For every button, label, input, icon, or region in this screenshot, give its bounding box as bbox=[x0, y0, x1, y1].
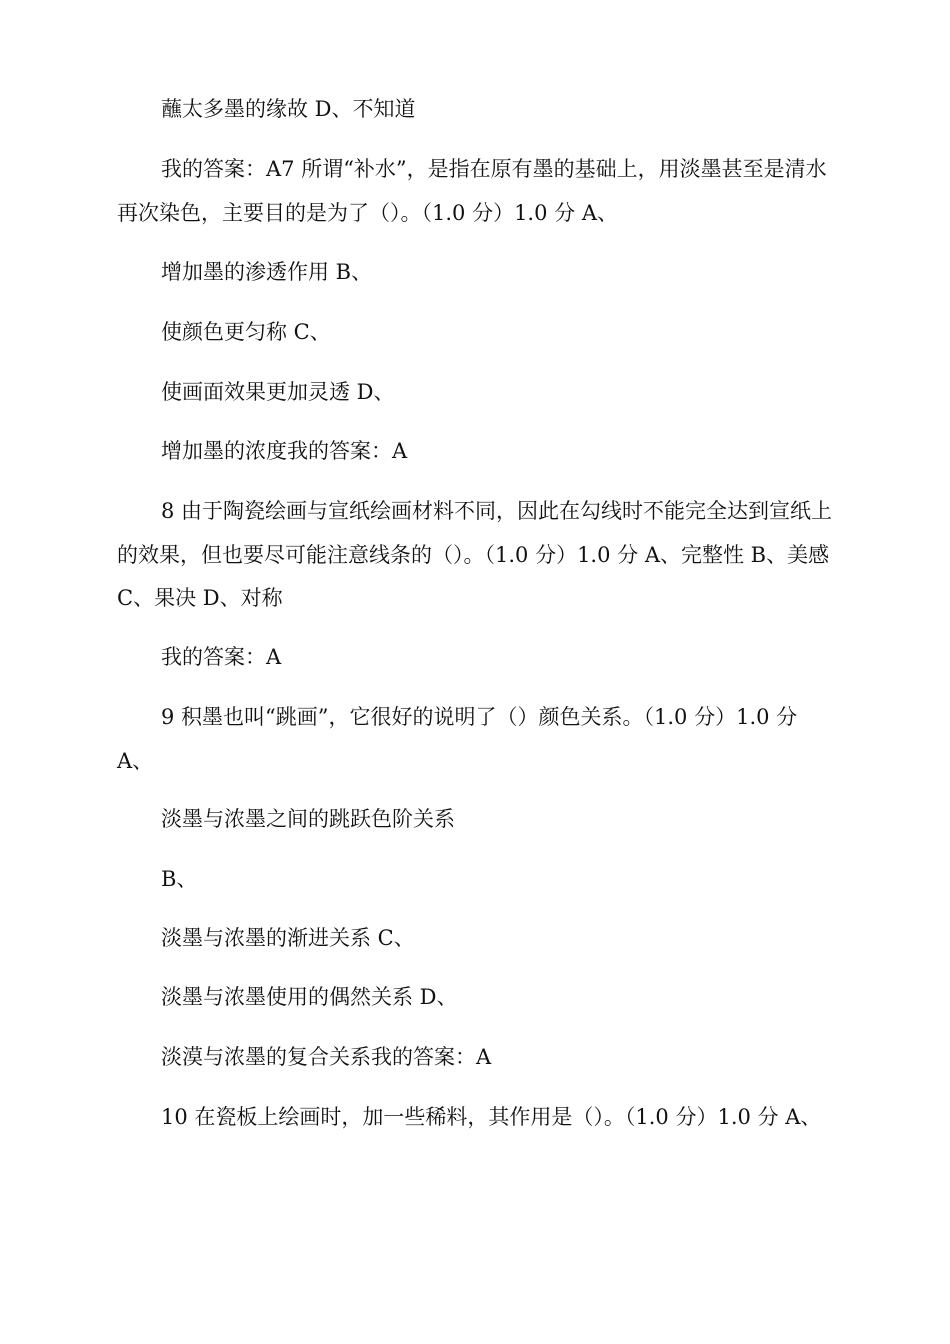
paragraph-option-d-tail: 蘸太多墨的缘故 D、不知道 bbox=[161, 97, 416, 121]
paragraph-q7-option-d-answer: 增加墨的浓度我的答案：A bbox=[161, 439, 408, 463]
paragraph-question-8: 8 由于陶瓷绘画与宣纸绘画材料不同，因此在勾线时不能完全达到宣纸上的效果，但也要尽可能注意线条的（）。（1.0 分）1.0 分 A、完整性 B、美感 C、果决 D、对称 bbox=[117, 499, 833, 610]
paragraph-q8-answer: 我的答案：A bbox=[161, 645, 282, 669]
paragraph-q7-option-a: 增加墨的渗透作用 B、 bbox=[161, 260, 373, 284]
paragraph-q9-option-b: 淡墨与浓墨的渐进关系 C、 bbox=[161, 926, 415, 950]
paragraph-q9-option-b-label: B、 bbox=[161, 867, 198, 891]
paragraph-q9-option-d-answer: 淡漠与浓墨的复合关系我的答案：A bbox=[161, 1045, 492, 1069]
paragraph-question-9: 9 积墨也叫“跳画”，它很好的说明了（）颜色关系。（1.0 分）1.0 分 A、 bbox=[117, 705, 798, 773]
paragraph-q7-option-c: 使画面效果更加灵透 D、 bbox=[161, 380, 395, 404]
paragraph-q7-option-b: 使颜色更匀称 C、 bbox=[161, 320, 331, 344]
paragraph-q9-option-a: 淡墨与浓墨之间的跳跃色阶关系 bbox=[161, 807, 455, 831]
paragraph-question-7: 我的答案：A7 所谓“补水”，是指在原有墨的基础上，用淡墨甚至是清水再次染色，主要目的是为了（）。（1.0 分）1.0 分 A、 bbox=[117, 157, 827, 225]
paragraph-q9-option-c: 淡墨与浓墨使用的偶然关系 D、 bbox=[161, 985, 458, 1009]
paragraph-question-10: 10 在瓷板上绘画时，加一些稀料，其作用是（）。（1.0 分）1.0 分 A、 bbox=[161, 1105, 822, 1129]
